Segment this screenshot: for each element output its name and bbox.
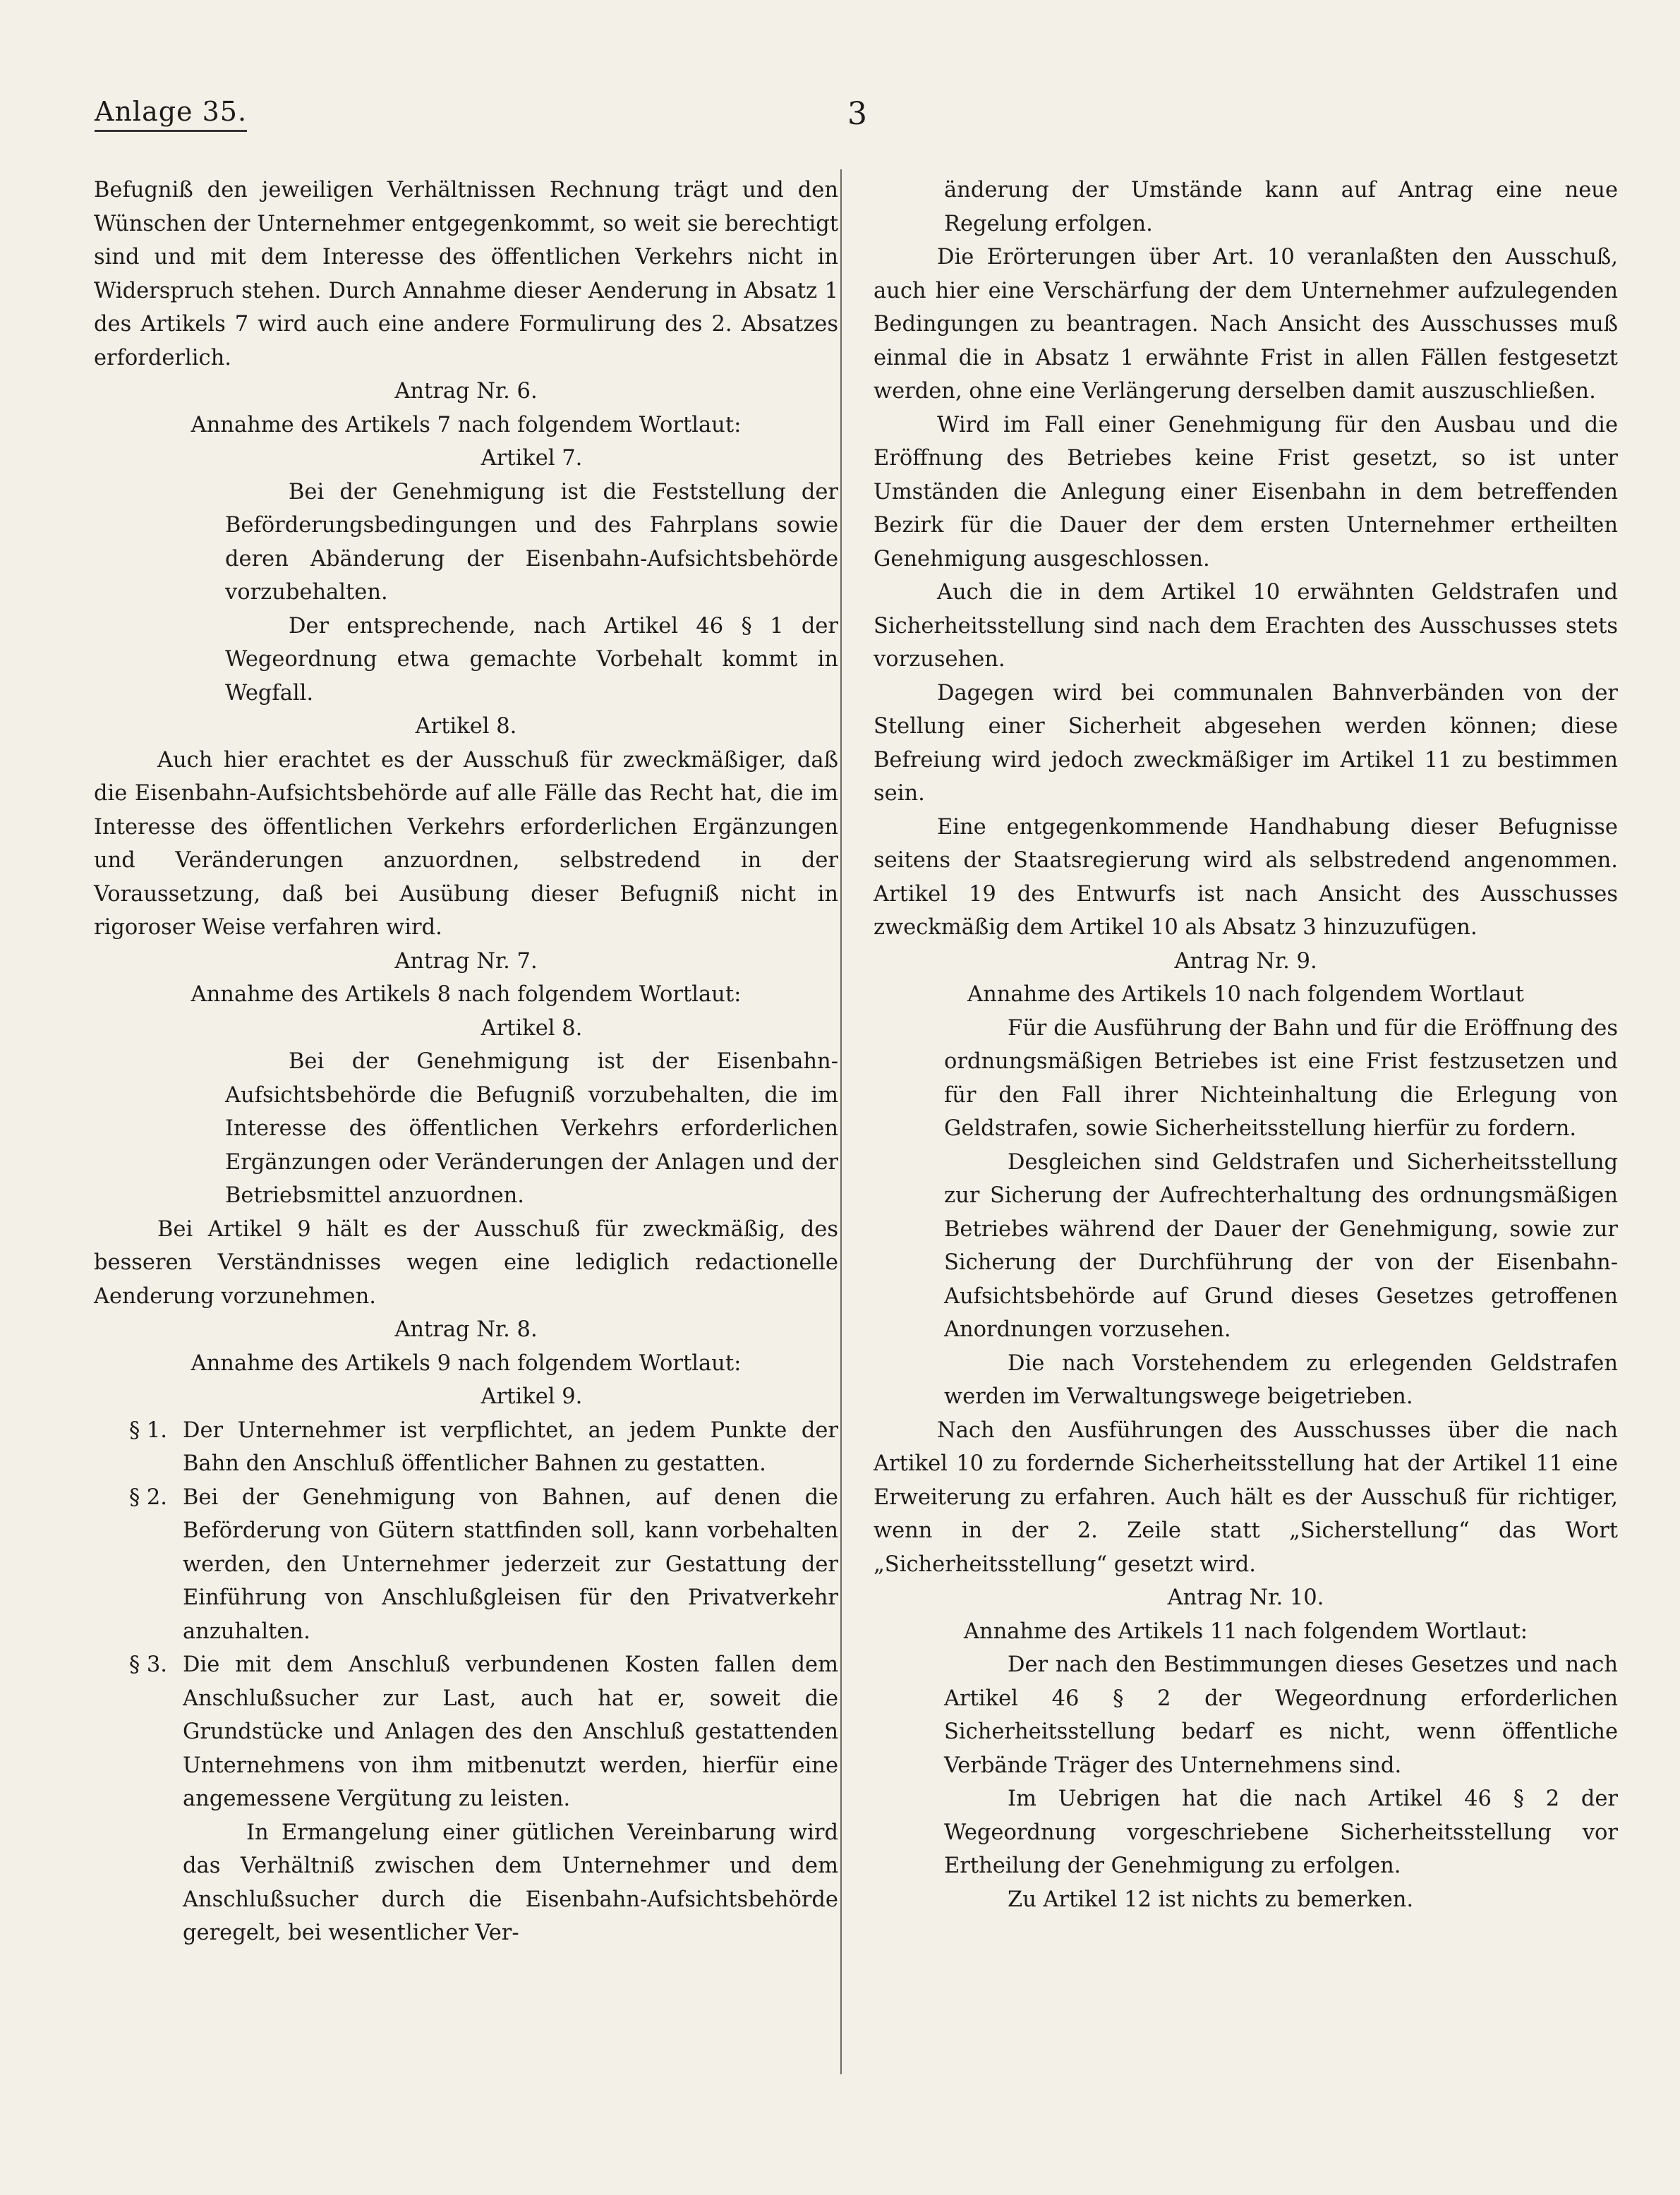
paragraph: Auch die in dem Artikel 10 erwähnten Geldstrafen und Sicherheitsstellung sind nach dem Erachten des Ausschusses stets vorzusehen. xyxy=(874,580,1618,672)
article-text: Desgleichen sind Geldstrafen und Sicherheitsstellung zur Sicherung der Aufrechterhaltung des ordnungsmäßigen Betriebes während der Dauer der Genehmigung, sowie zur Sicherung der Durchführung der von der Eisenbahn-Aufsichtsbehörde auf Grund dieses Gesetzes getroffenen Anordnungen vorzusehen. xyxy=(944,1149,1618,1342)
article-text: Der nach den Bestimmungen dieses Gesetzes und nach Artikel 46 § 2 der Wegeordnung erforderlichen Sicherheitsstellung bedarf es nicht, wenn öffentliche Verbände Träger des Unternehmens sind. xyxy=(944,1652,1618,1778)
article-heading: Artikel 9. xyxy=(481,1384,583,1409)
motion-heading: Antrag Nr. 9. xyxy=(1174,948,1317,974)
article-heading: Artikel 8. xyxy=(481,1015,583,1041)
paragraph: Nach den Ausführungen des Ausschusses über die nach Artikel 10 zu fordernde Sicherheitsstellung hat der Artikel 11 eine Erweiterung zu erfahren. Auch hält es der Ausschuß für richtiger, wenn in der 2. Zeile statt „Sicherstellung“ das Wort „Sicherheitsstellung“ gesetzt wird. xyxy=(874,1417,1618,1577)
adoption-line: Annahme des Artikels 7 nach folgendem Wortlaut: xyxy=(191,412,742,437)
section-text: In Ermangelung einer gütlichen Vereinbarung wird das Verhältniß zwischen dem Unternehmer und dem Anschlußsucher durch die Eisenbahn-Aufsichtsbehörde geregelt, bei wesentlicher Ver- xyxy=(183,1820,838,1945)
section-number: § 3. xyxy=(128,1652,167,1677)
article-text: Bei der Genehmigung ist die Feststellung der Beförderungsbedingungen und des Fahrplans sowie deren Abänderung der Eisenbahn-Aufsichtsbehörde vorzubehalten. xyxy=(225,479,838,605)
section-2 xyxy=(94,1481,838,1649)
paragraph: änderung der Umstände kann auf Antrag eine neue Regelung erfolgen. xyxy=(944,178,1618,236)
article-text: Der entsprechende, nach Artikel 46 § 1 der Wegeordnung etwa gemachte Vorbehalt kommt in Wegfall. xyxy=(225,613,838,706)
section-number: § 1. xyxy=(128,1417,167,1443)
article-text: Bei der Genehmigung ist der Eisenbahn-Aufsichtsbehörde die Befugniß vorzubehalten, die im Interesse des öffentlichen Verkehrs erforderlichen Ergänzungen oder Veränderungen der Anlagen und der Betriebsmittel anzuordnen. xyxy=(225,1049,838,1208)
page-number: 3 xyxy=(847,96,867,132)
section-1 xyxy=(94,1414,838,1481)
appendix-label: Anlage 35. xyxy=(95,96,247,132)
paragraph: Eine entgegenkommende Handhabung dieser Befugnisse seitens der Staatsregierung wird als selbstredend angenommen. Artikel 19 des Entwurfs ist nach Ansicht des Ausschusses zweckmäßig dem Artikel 10 als Absatz 3 hinzuzufügen. xyxy=(874,814,1618,940)
column-divider xyxy=(840,169,842,2074)
paragraph: Auch hier erachtet es der Ausschuß für zweckmäßiger, daß die Eisenbahn-Aufsichtsbehörde auf alle Fälle das Recht hat, die im Interesse des öffentlichen Verkehrs erforderlichen Ergänzungen und Veränderungen anzuordnen, selbstredend in der Voraussetzung, daß bei Ausübung dieser Befugniß nicht in rigoroser Weise verfahren wird. xyxy=(94,747,838,940)
section-3 xyxy=(94,1648,838,1816)
article-heading: Artikel 7. xyxy=(481,446,583,471)
section-number: § 2. xyxy=(128,1485,167,1510)
paragraph: Bei Artikel 9 hält es der Ausschuß für zweckmäßig, des besseren Verständnisses wegen eine lediglich redactionelle Aenderung vorzunehmen. xyxy=(94,1216,838,1309)
adoption-line: Annahme des Artikels 11 nach folgendem Wortlaut: xyxy=(963,1619,1528,1644)
section-3-continued xyxy=(94,1816,838,1950)
paragraph: Dagegen wird bei communalen Bahnverbänden von der Stellung einer Sicherheit abgesehen werden können; diese Befreiung wird jedoch zweckmäßiger im Artikel 11 zu bestimmen sein. xyxy=(874,680,1618,806)
adoption-line: Annahme des Artikels 10 nach folgendem Wortlaut xyxy=(967,982,1524,1007)
adoption-line: Annahme des Artikels 9 nach folgendem Wortlaut: xyxy=(191,1350,742,1376)
adoption-line: Annahme des Artikels 8 nach folgendem Wortlaut: xyxy=(191,982,742,1007)
paragraph: Wird im Fall einer Genehmigung für den Ausbau und die Eröffnung des Betriebes keine Frist gesetzt, so ist unter Umständen die Anlegung einer Eisenbahn in dem betreffenden Bezirk für die Dauer der dem ersten Unternehmer ertheilten Genehmigung ausgeschlossen. xyxy=(874,412,1618,572)
left-column xyxy=(94,174,838,1950)
motion-heading: Antrag Nr. 8. xyxy=(394,1317,538,1342)
article-text: Die nach Vorstehendem zu erlegenden Geldstrafen werden im Verwaltungswege beigetrieben. xyxy=(944,1350,1618,1409)
section-text: Der Unternehmer ist verpflichtet, an jedem Punkte der Bahn den Anschluß öffentlicher Bahnen zu gestatten. xyxy=(183,1417,838,1476)
right-column xyxy=(874,174,1618,1916)
article-text: Im Uebrigen hat die nach Artikel 46 § 2 der Wegeordnung vorgeschriebene Sicherheitsstellung vor Ertheilung der Genehmigung zu erfolgen. xyxy=(944,1786,1618,1878)
closing-remark: Zu Artikel 12 ist nichts zu bemerken. xyxy=(1008,1887,1414,1912)
paragraph: Die Erörterungen über Art. 10 veranlaßten den Ausschuß, auch hier eine Verschärfung der dem Unternehmer aufzulegenden Bedingungen zu beantragen. Nach Ansicht des Ausschusses muß einmal die in Absatz 1 erwähnte Frist in allen Fällen festgesetzt werden, ohne eine Verlängerung derselben damit auszuschließen. xyxy=(874,245,1618,404)
motion-heading: Antrag Nr. 10. xyxy=(1167,1585,1324,1610)
section-text: Die mit dem Anschluß verbundenen Kosten fallen dem Anschlußsucher zur Last, auch hat er, soweit die Grundstücke und Anlagen des den Anschluß gestattenden Unternehmens von ihm mitbenutzt werden, hierfür eine angemessene Vergütung zu leisten. xyxy=(183,1652,838,1811)
article-heading: Artikel 8. xyxy=(415,714,517,739)
paragraph: Befugniß den jeweiligen Verhältnissen Rechnung trägt und den Wünschen der Unternehmer entgegenkommt, so weit sie berechtigt sind und mit dem Interesse des öffentlichen Verkehrs nicht in Widerspruch stehen. Durch Annahme dieser Aenderung in Absatz 1 des Artikels 7 wird auch eine andere Formulirung des 2. Absatzes erforderlich. xyxy=(94,178,838,370)
article-text: Für die Ausführung der Bahn und für die Eröffnung des ordnungsmäßigen Betriebes ist eine Frist festzusetzen und für den Fall ihrer Nichteinhaltung die Erlegung von Geldstrafen, sowie Sicherheitsstellung hierfür zu fordern. xyxy=(944,1015,1618,1141)
motion-heading: Antrag Nr. 7. xyxy=(394,948,538,974)
section-text: Bei der Genehmigung von Bahnen, auf denen die Beförderung von Gütern stattfinden soll, kann vorbehalten werden, den Unternehmer jederzeit zur Gestattung der Einführung von Anschlußgleisen für den Privatverkehr anzuhalten. xyxy=(183,1485,838,1644)
motion-heading: Antrag Nr. 6. xyxy=(394,379,538,404)
